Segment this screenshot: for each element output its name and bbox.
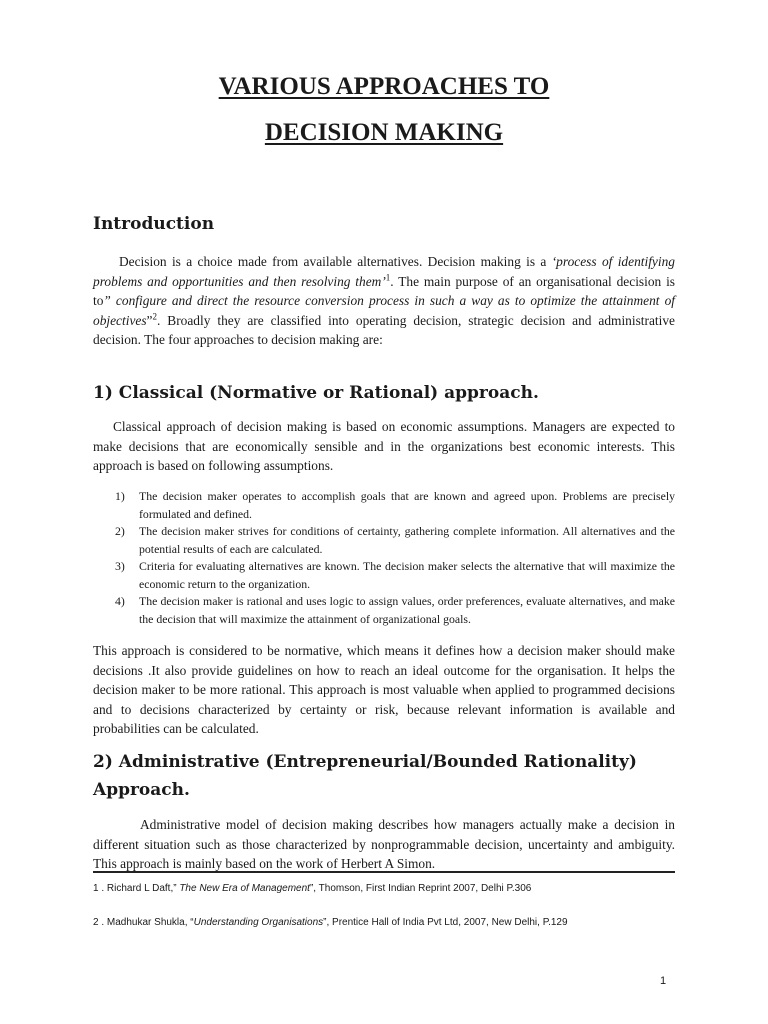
assumptions-list — [93, 488, 675, 628]
list-item-number: 1) — [115, 489, 125, 503]
title-line-2: DECISION MAKING — [264, 119, 504, 146]
footnote-divider — [93, 871, 675, 873]
intro-quote-2: ” configure and direct the resource conversion process in such a way as to optimize the attainment of objectives — [93, 293, 675, 328]
list-item-number: 2) — [115, 524, 125, 538]
title-line-1: VARIOUS APPROACHES TO — [218, 73, 550, 100]
section-1-heading: 1) Classical (Normative or Rational) approach. — [93, 383, 539, 403]
list-item-number: 3) — [115, 559, 125, 573]
footnote-2-prefix: 2 . Madhukar Shukla, “ — [93, 917, 194, 928]
page-number: 1 — [660, 975, 667, 987]
list-item — [93, 558, 675, 593]
footnote-1-suffix: ”, Thomson, First Indian Reprint 2007, Delhi P.306 — [309, 883, 532, 894]
list-item-number: 4) — [115, 594, 125, 608]
section-1-paragraph — [93, 417, 675, 476]
footnote-ref-2: 2 — [152, 311, 157, 322]
footnote-2-suffix: ”, Prentice Hall of India Pvt Ltd, 2007, New Delhi, P.129 — [323, 917, 568, 928]
footnote-2-title: Understanding Organisations — [193, 917, 324, 928]
introduction-paragraph — [93, 252, 675, 350]
intro-text-3: . Broadly they are classified into operating decision, strategic decision and administrative decision. The four approaches to decision making are: — [93, 312, 675, 347]
list-item-text: The decision maker operates to accomplish goals that are known and agreed upon. Problems are precisely formulated and defined. — [139, 489, 675, 521]
list-item-text: The decision maker strives for conditions of certainty, gathering complete information. All alternatives and the potential results of each are calculated. — [139, 524, 675, 556]
intro-text-2: . The main purpose of an organisational decision is to — [93, 273, 675, 308]
list-item-text: Criteria for evaluating alternatives are known. The decision maker selects the alternative that will maximize the economic return to the organization. — [139, 559, 675, 591]
section-1-text: Classical approach of decision making is based on economic assumptions. Managers are expected to make decisions that are economically sensible and in the organizations best economic interests. This approach is based on following assumptions. — [93, 419, 675, 473]
footnote-1 — [93, 882, 675, 896]
footnote-1-title: The New Era of Management — [179, 883, 310, 894]
list-item — [93, 593, 675, 628]
introduction-heading: Introduction — [93, 214, 215, 234]
list-item — [93, 488, 675, 523]
intro-quote-1: ‘process of identifying problems and opportunities and then resolving them’ — [93, 254, 675, 289]
intro-quote-2-end: ” — [146, 312, 153, 328]
list-item-text: The decision maker is rational and uses logic to assign values, order preferences, evaluate alternatives, and make the decision that will maximize the attainment of organizational goals. — [139, 594, 675, 626]
section-2-paragraph — [93, 815, 675, 874]
footnote-2 — [93, 916, 675, 930]
intro-text-1: Decision is a choice made from available alternatives. Decision making is a — [119, 254, 552, 269]
section-2-text: Administrative model of decision making describes how managers actually make a decision in different situation such as those characterized by nonprogrammable decision, uncertainty and ambiguity. This approach is mainly based on the work of Herbert A Simon. — [93, 817, 675, 871]
section-2-heading: 2) Administrative (Entrepreneurial/Bounded Rationality) Approach. — [93, 752, 637, 800]
footnote-ref-1: 1 — [385, 272, 391, 283]
section-1-paragraph-2: This approach is considered to be normative, which means it defines how a decision maker should make decisions .It also provide guidelines on how to reach an ideal outcome for the organisation. It helps the decision maker to be more rational. This approach is most valuable when applied to programmed decisions and to decisions characterized by certainty or risk, because relevant information is available and probabilities can be calculated. — [93, 643, 675, 736]
list-item — [93, 523, 675, 558]
footnote-1-prefix: 1 . Richard L Daft,” — [93, 883, 180, 894]
